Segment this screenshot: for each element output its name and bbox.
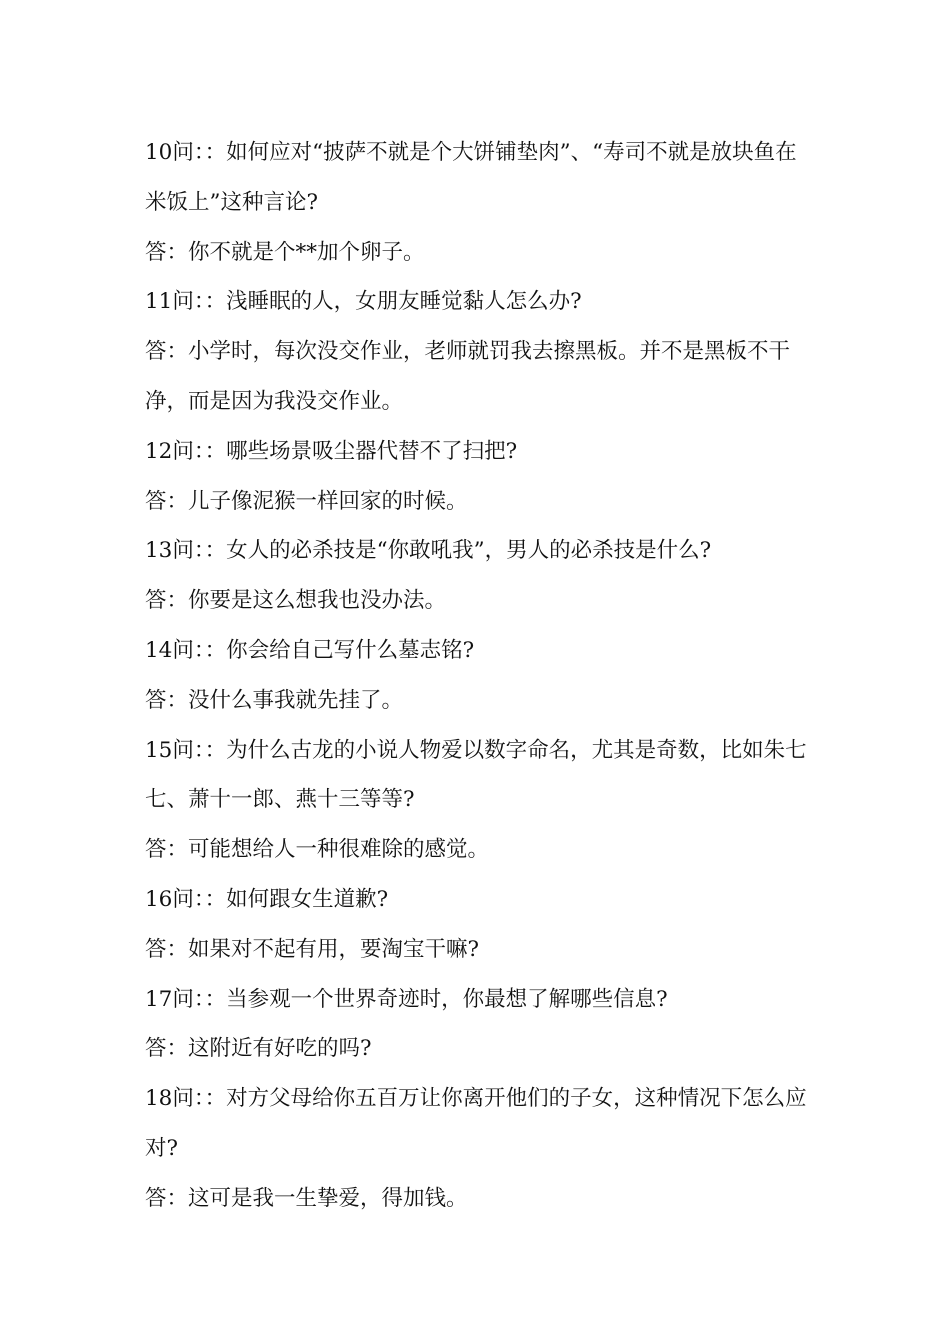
answer-14: 答：没什么事我就先挂了。	[145, 687, 404, 713]
question-13: 13问：：女人的必杀技是“你敢吼我”，男人的必杀技是什么?	[145, 538, 712, 564]
question-14: 14问：：你会给自己写什么墓志铭?	[145, 637, 475, 663]
answer-15: 答：可能想给人一种很难除的感觉。	[145, 837, 490, 863]
question-12: 12问：：哪些场景吸尘器代替不了扫把?	[145, 438, 518, 464]
answer-12: 答：儿子像泥猴一样回家的时候。	[145, 488, 468, 514]
question-11: 11问：：浅睡眠的人，女朋友睡觉黏人怎么办?	[145, 289, 582, 315]
answer-10: 答：你不就是个**加个卵子。	[145, 239, 425, 265]
qa-list	[145, 128, 810, 1224]
answer-16: 答：如果对不起有用，要淘宝干嘛?	[145, 936, 480, 962]
question-15: 15问：：为什么古龙的小说人物爱以数字命名，尤其是奇数，比如朱七七、萧十一郎、燕十三等等?	[145, 737, 807, 813]
answer-11: 答：小学时，每次没交作业，老师就罚我去擦黑板。并不是黑板不干净，而是因为我没交作业。	[145, 339, 791, 414]
answer-13: 答：你要是这么想我也没办法。	[145, 588, 447, 614]
question-18: 18问：：对方父母给你五百万让你离开他们的子女，这种情况下怎么应对?	[145, 1086, 807, 1161]
question-10: 10问：：如何应对“披萨不就是个大饼铺垫肉”、“寿司不就是放块鱼在米饭上”这种言论?	[145, 140, 797, 215]
question-17: 17问：：当参观一个世界奇迹时，你最想了解哪些信息?	[145, 986, 668, 1012]
answer-18: 答：这可是我一生挚爱，得加钱。	[145, 1185, 468, 1211]
question-16: 16问：：如何跟女生道歉?	[145, 886, 389, 912]
answer-17: 答：这附近有好吃的吗?	[145, 1036, 372, 1062]
